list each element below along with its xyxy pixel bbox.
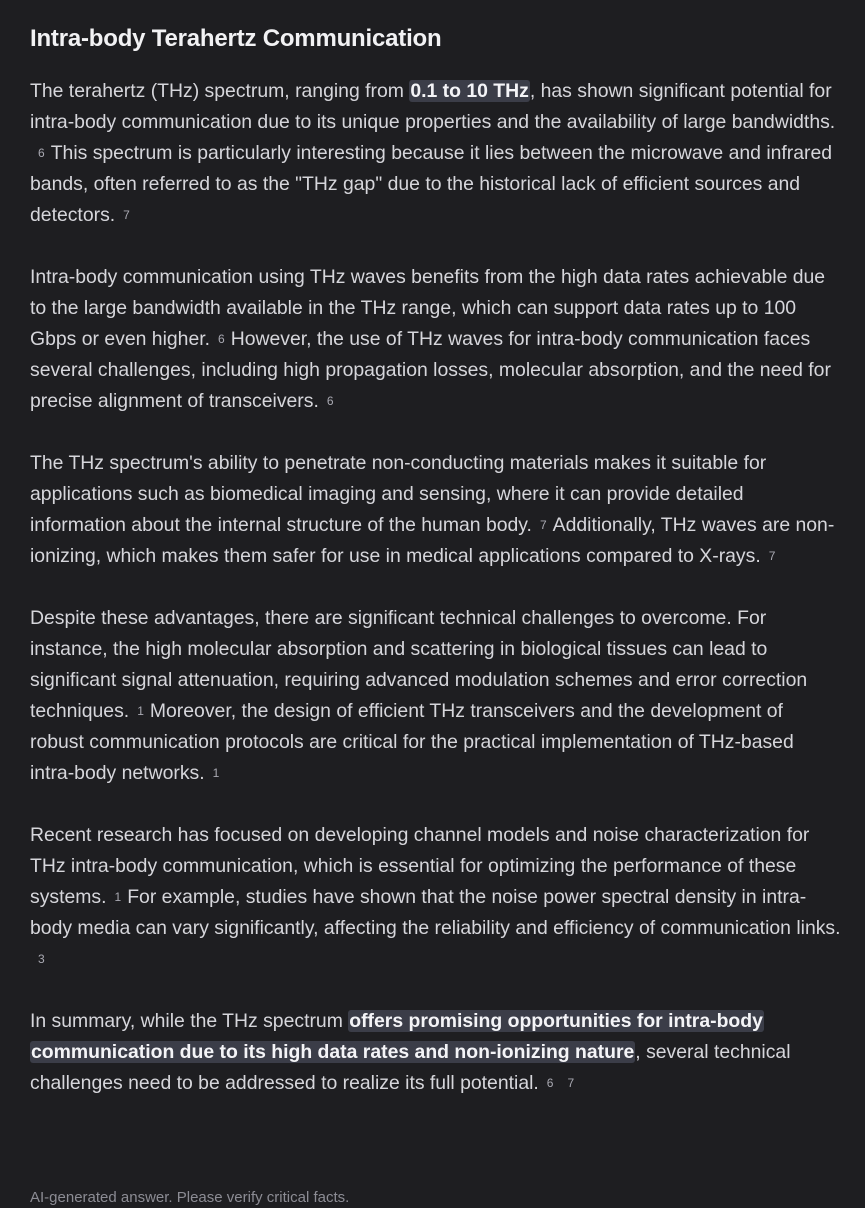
paragraph-1 — [30, 76, 842, 231]
paragraph-text: , several technical challenges need to be addressed to realize its full potential. — [30, 1041, 791, 1094]
answer-content — [30, 22, 842, 1130]
citation-marker[interactable]: 7 — [123, 208, 130, 222]
paragraph-text: This spectrum is particularly interesting because it lies between the microwave and infrared bands, often referred to as the "THz gap" due to the historical lack of efficient sources and detectors. — [30, 142, 833, 226]
citation-marker[interactable]: 6 — [546, 1076, 554, 1090]
paragraph-5 — [30, 820, 842, 975]
answer-title: Intra-body Terahertz Communication — [30, 25, 442, 52]
paragraph-text: Intra-body communication using THz waves benefits from the high data rates achievable due to the large bandwidth available in the THz range, which can support data rates up to 100 Gbps or even higher. — [30, 266, 826, 350]
citation-marker[interactable]: 7 — [539, 518, 547, 532]
paragraph-text: The terahertz (THz) spectrum, ranging from — [30, 80, 410, 102]
citation-marker[interactable]: 6 — [38, 146, 45, 160]
paragraph-text: , has shown significant potential for intra-body communication due to its unique properties and the availability of large bandwidths. — [30, 80, 836, 133]
ai-disclaimer: AI-generated answer. Please verify critical facts. — [30, 1189, 350, 1206]
paragraph-6 — [30, 1006, 842, 1099]
citation-marker[interactable]: 7 — [768, 549, 776, 563]
citation-marker[interactable]: 6 — [218, 332, 225, 346]
highlighted-text: offers promising opportunities for intra-body communication due to its high data rates and non-ionizing nature — [31, 1010, 763, 1063]
citation-marker[interactable]: 1 — [137, 704, 144, 718]
paragraph-text: Moreover, the design of efficient THz transceivers and the development of robust communication protocols are critical for the practical implementation of THz-based intra-body networks. — [30, 700, 794, 784]
citation-marker[interactable]: 1 — [114, 890, 122, 904]
paragraph-text: For example, studies have shown that the noise power spectral density in intra-body media can vary significantly, affecting the reliability and efficiency of communication links. — [30, 886, 841, 939]
citation-marker[interactable]: 3 — [38, 952, 45, 966]
paragraph-3 — [30, 448, 842, 572]
paragraph-text: Additionally, THz waves are non-ionizing, which makes them safer for use in medical applications compared to X-rays. — [30, 514, 835, 567]
paragraph-text: Despite these advantages, there are significant technical challenges to overcome. For instance, the high molecular absorption and scattering in biological tissues can lead to significant signal attenuation, requiring advanced modulation schemes and error correction techniques. — [30, 607, 808, 722]
paragraph-text: The THz spectrum's ability to penetrate non-conducting materials makes it suitable for applications such as biomedical imaging and sensing, where it can provide detailed information about the internal structure of the human body. — [30, 452, 767, 536]
paragraph-2 — [30, 262, 842, 417]
citation-marker[interactable]: 1 — [212, 766, 220, 780]
citation-marker[interactable]: 7 — [567, 1076, 575, 1090]
paragraph-text: However, the use of THz waves for intra-body communication faces several challenges, including high propagation losses, molecular absorption, and the need for precise alignment of transceivers. — [30, 328, 831, 412]
paragraph-text: In summary, while the THz spectrum — [30, 1010, 349, 1032]
paragraph-4 — [30, 603, 842, 789]
citation-marker[interactable]: 6 — [326, 394, 334, 408]
highlighted-text: 0.1 to 10 THz — [410, 80, 529, 102]
paragraph-text: Recent research has focused on developing channel models and noise characterization for THz intra-body communication, which is essential for optimizing the performance of these systems. — [30, 824, 810, 908]
